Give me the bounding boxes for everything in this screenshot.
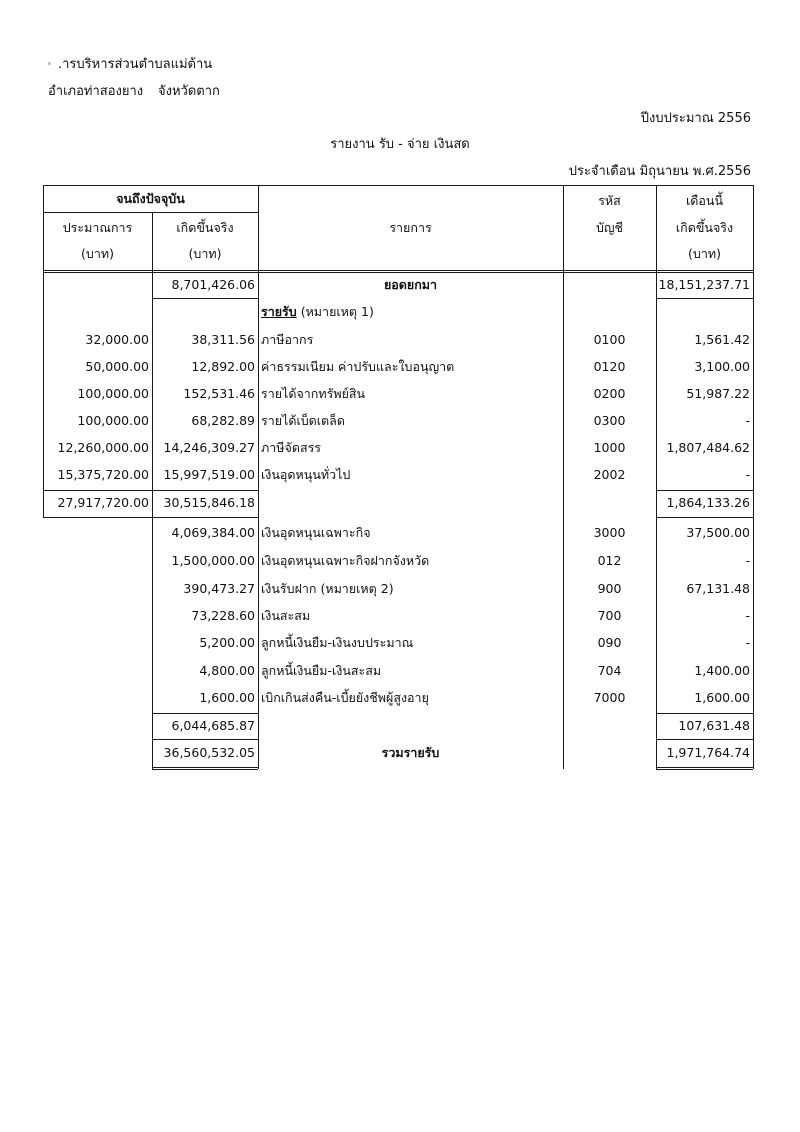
income-heading-label: รายรับ xyxy=(261,304,297,319)
header-month-unit: (บาท) xyxy=(688,246,721,261)
other-item: เงินอุดหนุนเฉพาะกิจ xyxy=(261,525,371,540)
org-district: อำเภอท่าสองยาง xyxy=(48,84,144,99)
other-item: ลูกหนี้เงินยืม-เงินสะสม xyxy=(261,663,382,678)
other-month: - xyxy=(745,553,750,568)
income-month: 51,987.22 xyxy=(686,386,750,401)
income-month: - xyxy=(745,413,750,428)
header-cumulative: จนถึงปัจจุบัน xyxy=(116,191,185,206)
income-code: 1000 xyxy=(593,440,626,455)
other-item: เบิกเกินส่งคืน-เบี้ยยังชีพผู้สูงอายุ xyxy=(261,690,429,705)
other-code: 7000 xyxy=(593,690,626,705)
other-code: 700 xyxy=(597,608,622,623)
other-actual: 390,473.27 xyxy=(183,581,255,596)
income-actual: 14,246,309.27 xyxy=(163,440,255,455)
income-budget: 15,375,720.00 xyxy=(57,467,149,482)
income-code: 0100 xyxy=(593,332,626,347)
scan-speck xyxy=(48,62,51,65)
income-actual: 38,311.56 xyxy=(191,332,255,347)
income-actual: 15,997,519.00 xyxy=(163,467,255,482)
income-code: 2002 xyxy=(593,467,626,482)
income-budget: 100,000.00 xyxy=(77,386,149,401)
subtotal1-month: 1,864,133.26 xyxy=(666,495,750,510)
other-month: 1,400.00 xyxy=(694,663,750,678)
income-actual: 152,531.46 xyxy=(183,386,255,401)
other-item: ลูกหนี้เงินยืม-เงินงบประมาณ xyxy=(261,635,414,650)
subtotal2-actual: 6,044,685.87 xyxy=(171,718,255,733)
header-budget: ประมาณการ xyxy=(62,220,133,235)
report-title: รายงาน รับ - จ่าย เงินสด xyxy=(330,137,470,152)
other-item: เงินรับฝาก (หมายเหตุ 2) xyxy=(261,581,394,596)
header-month-2: เกิดขึ้นจริง xyxy=(675,220,734,235)
subtotal1-actual: 30,515,846.18 xyxy=(163,495,255,510)
other-code: 704 xyxy=(597,663,622,678)
org-province: จังหวัดตาก xyxy=(158,84,220,99)
other-code: 012 xyxy=(597,553,622,568)
income-month: 1,807,484.62 xyxy=(666,440,750,455)
other-month: 67,131.48 xyxy=(686,581,750,596)
subtotal1-budget: 27,917,720.00 xyxy=(57,495,149,510)
income-budget: 100,000.00 xyxy=(77,413,149,428)
other-month: - xyxy=(745,608,750,623)
income-budget: 32,000.00 xyxy=(85,332,149,347)
total-actual: 36,560,532.05 xyxy=(163,745,255,760)
other-code: 3000 xyxy=(593,525,626,540)
other-actual: 4,800.00 xyxy=(199,663,255,678)
income-item: เงินอุดหนุนทั่วไป xyxy=(261,467,351,482)
header-actual-unit: (บาท) xyxy=(188,246,222,261)
carry-actual: 8,701,426.06 xyxy=(171,277,255,292)
income-month: 1,561.42 xyxy=(694,332,750,347)
carry-item: ยอดยกมา xyxy=(383,277,438,292)
income-month: 3,100.00 xyxy=(694,359,750,374)
income-item: ภาษีจัดสรร xyxy=(261,440,321,455)
income-item: รายได้เบ็ดเตล็ด xyxy=(261,413,345,428)
other-actual: 4,069,384.00 xyxy=(171,525,255,540)
income-item: รายได้จากทรัพย์สิน xyxy=(261,386,366,401)
fiscal-year: ปีงบประมาณ 2556 xyxy=(640,111,751,126)
subtotal2-month: 107,631.48 xyxy=(678,718,750,733)
income-code: 0120 xyxy=(593,359,626,374)
header-actual: เกิดขึ้นจริง xyxy=(176,220,234,235)
other-actual: 5,200.00 xyxy=(199,635,255,650)
income-month: - xyxy=(745,467,750,482)
other-month: - xyxy=(745,635,750,650)
header-item: รายการ xyxy=(389,220,432,235)
income-heading xyxy=(261,303,374,321)
header-code-2: บัญชี xyxy=(595,220,624,235)
income-actual: 68,282.89 xyxy=(191,413,255,428)
income-code: 0300 xyxy=(593,413,626,428)
total-month: 1,971,764.74 xyxy=(666,745,750,760)
other-item: เงินสะสม xyxy=(261,608,311,623)
org-name: .ารบริหารส่วนตำบลแม่ต้าน xyxy=(58,57,213,72)
header-budget-unit: (บาท) xyxy=(81,246,114,261)
other-month: 37,500.00 xyxy=(686,525,750,540)
other-item: เงินอุดหนุนเฉพาะกิจฝากจังหวัด xyxy=(261,553,430,568)
month-line: ประจำเดือน มิถุนายน พ.ศ.2556 xyxy=(568,164,751,179)
income-item: ค่าธรรมเนียม ค่าปรับและใบอนุญาต xyxy=(261,359,455,374)
income-item: ภาษีอากร xyxy=(261,332,314,347)
income-budget: 50,000.00 xyxy=(85,359,149,374)
other-actual: 1,500,000.00 xyxy=(171,553,255,568)
income-budget: 12,260,000.00 xyxy=(57,440,149,455)
total-item: รวมรายรับ xyxy=(381,745,440,760)
income-actual: 12,892.00 xyxy=(191,359,255,374)
other-code: 090 xyxy=(597,635,622,650)
other-actual: 1,600.00 xyxy=(199,690,255,705)
other-actual: 73,228.60 xyxy=(191,608,255,623)
income-heading-note: (หมายเหตุ 1) xyxy=(296,304,374,319)
header-code-1: รหัส xyxy=(598,193,621,208)
other-code: 900 xyxy=(597,581,622,596)
other-month: 1,600.00 xyxy=(694,690,750,705)
carry-month: 18,151,237.71 xyxy=(658,277,750,292)
header-month-1: เดือนนี้ xyxy=(686,193,723,208)
income-code: 0200 xyxy=(593,386,626,401)
